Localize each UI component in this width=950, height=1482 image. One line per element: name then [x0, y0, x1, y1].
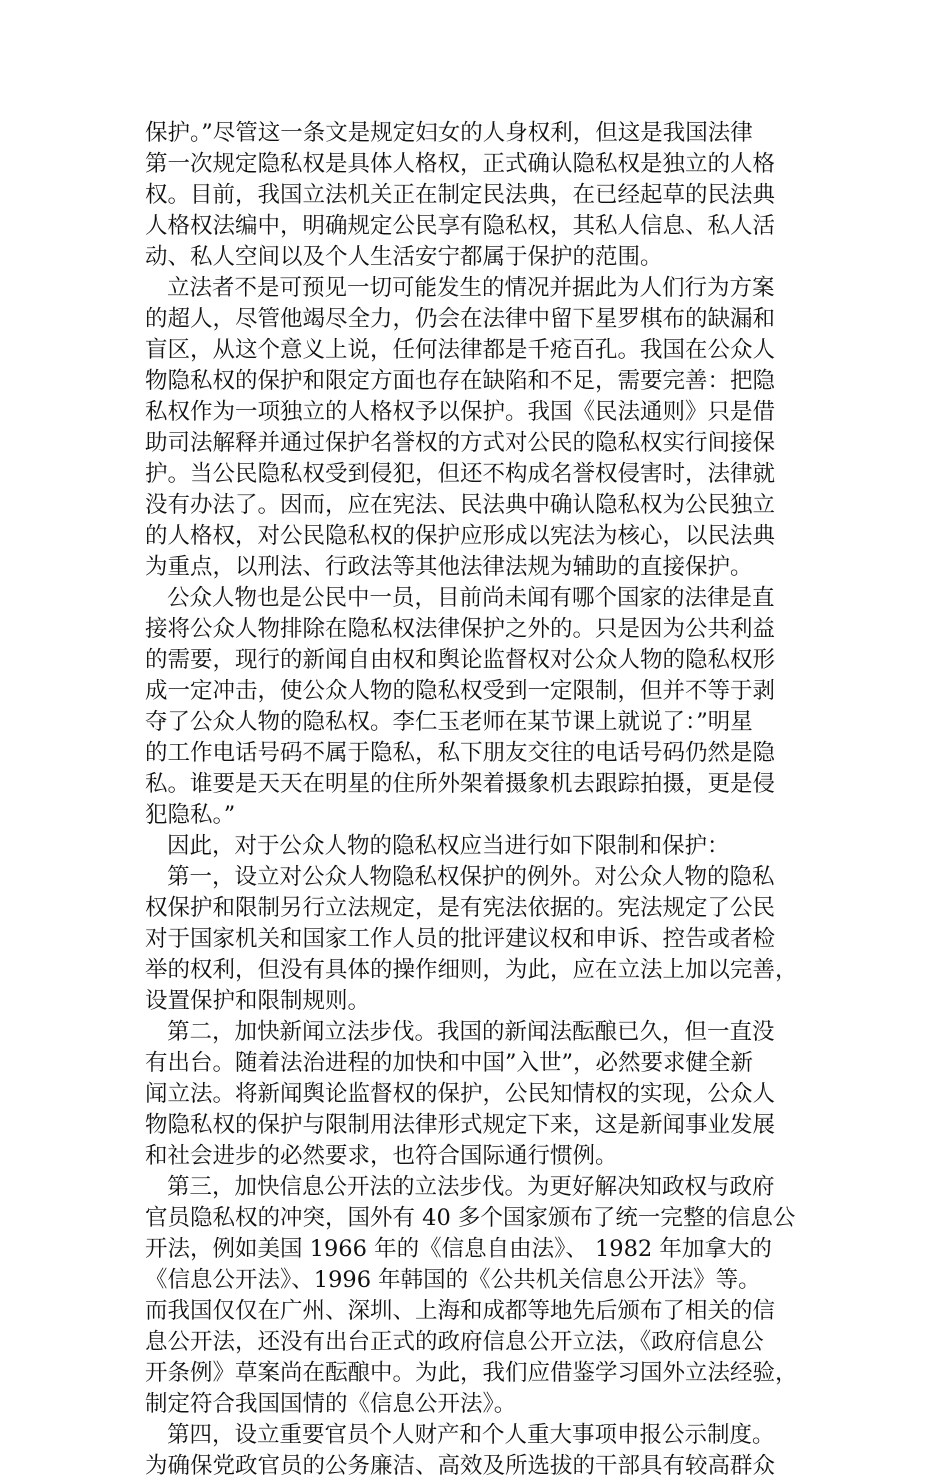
text-line: 设置保护和限制规则。 — [145, 988, 371, 1014]
text-line: 因此，对于公众人物的隐私权应当进行如下限制和保护： — [167, 833, 730, 859]
text-line: 保护。”尽管这一条文是规定妇女的人身权利，但这是我国法律 — [145, 120, 753, 146]
text-line: 第一，设立对公众人物隐私权保护的例外。对公众人物的隐私 — [167, 864, 775, 890]
text-line: 人格权法编中，明确规定公民享有隐私权，其私人信息、私人活 — [145, 213, 776, 239]
text-line: 第二，加快新闻立法步伐。我国的新闻法酝酿已久，但一直没 — [167, 1019, 775, 1045]
text-line: 制定符合我国国情的《信息公开法》。 — [145, 1391, 517, 1417]
text-line: 为重点，以刑法、行政法等其他法律法规为辅助的直接保护。 — [145, 554, 753, 580]
text-line: 犯隐私。” — [145, 802, 236, 828]
text-line: 私。谁要是天天在明星的住所外架着摄象机去跟踪拍摄，更是侵 — [145, 771, 776, 797]
text-line: 立法者不是可预见一切可能发生的情况并据此为人们行为方案 — [167, 275, 775, 301]
text-line: 夺了公众人物的隐私权。李仁玉老师在某节课上就说了：”明星 — [145, 709, 753, 735]
text-line: 为确保党政官员的公务廉洁、高效及所选拔的干部具有较高群众 — [145, 1453, 776, 1479]
text-line: 的工作电话号码不属于隐私，私下朋友交往的电话号码仍然是隐 — [145, 740, 776, 766]
text-line: 官员隐私权的冲突，国外有 40 多个国家颁布了统一完整的信息公 — [145, 1205, 796, 1231]
text-line: 的人格权，对公民隐私权的保护应形成以宪法为核心，以民法典 — [145, 523, 776, 549]
text-line: 动、私人空间以及个人生活安宁都属于保护的范围。 — [145, 244, 663, 270]
text-line: 的需要，现行的新闻自由权和舆论监督权对公众人物的隐私权形 — [145, 647, 776, 673]
text-line: 成一定冲击，使公众人物的隐私权受到一定限制，但并不等于剥 — [145, 678, 776, 704]
text-line: 对于国家机关和国家工作人员的批评建议权和申诉、控告或者检 — [145, 926, 776, 952]
text-line: 助司法解释并通过保护名誉权的方式对公民的隐私权实行间接保 — [145, 430, 776, 456]
text-line: 的超人，尽管他竭尽全力，仍会在法律中留下星罗棋布的缺漏和 — [145, 306, 776, 332]
text-line: 护。当公民隐私权受到侵犯，但还不构成名誉权侵害时，法律就 — [145, 461, 776, 487]
text-line: 《信息公开法》、1996 年韩国的《公共机关信息公开法》等。 — [145, 1267, 761, 1293]
text-line: 盲区，从这个意义上说，任何法律都是千疮百孔。我国在公众人 — [145, 337, 776, 363]
text-line: 物隐私权的保护与限制用法律形式规定下来，这是新闻事业发展 — [145, 1112, 776, 1138]
text-line: 没有办法了。因而，应在宪法、民法典中确认隐私权为公民独立 — [145, 492, 776, 518]
text-line: 物隐私权的保护和限定方面也存在缺陷和不足，需要完善：把隐 — [145, 368, 776, 394]
text-line: 第四，设立重要官员个人财产和个人重大事项申报公示制度。 — [167, 1422, 775, 1448]
text-line: 接将公众人物排除在隐私权法律保护之外的。只是因为公共利益 — [145, 616, 776, 642]
text-line: 开条例》草案尚在酝酿中。为此，我们应借鉴学习国外立法经验， — [145, 1360, 798, 1386]
text-line: 有出台。随着法治进程的加快和中国”入世”，必然要求健全新 — [145, 1050, 754, 1076]
text-line: 而我国仅仅在广州、深圳、上海和成都等地先后颁布了相关的信 — [145, 1298, 776, 1324]
text-line: 闻立法。将新闻舆论监督权的保护，公民知情权的实现，公众人 — [145, 1081, 776, 1107]
text-line: 第三，加快信息公开法的立法步伐。为更好解决知政权与政府 — [167, 1174, 775, 1200]
text-line: 和社会进步的必然要求，也符合国际通行惯例。 — [145, 1143, 618, 1169]
text-line: 公众人物也是公民中一员，目前尚未闻有哪个国家的法律是直 — [167, 585, 775, 611]
text-line: 息公开法，还没有出台正式的政府信息公开立法，《政府信息公 — [145, 1329, 764, 1355]
text-line: 第一次规定隐私权是具体人格权，正式确认隐私权是独立的人格 — [145, 151, 776, 177]
text-line: 权。目前，我国立法机关正在制定民法典，在已经起草的民法典 — [145, 182, 776, 208]
text-line: 举的权利，但没有具体的操作细则，为此，应在立法上加以完善， — [145, 957, 798, 983]
text-line: 权保护和限制另行立法规定，是有宪法依据的。宪法规定了公民 — [145, 895, 776, 921]
text-line: 开法，例如美国 1966 年的《信息自由法》、 1982 年加拿大的 — [145, 1236, 772, 1262]
text-line: 私权作为一项独立的人格权予以保护。我国《民法通则》只是借 — [145, 399, 776, 425]
document-body — [145, 118, 805, 1482]
